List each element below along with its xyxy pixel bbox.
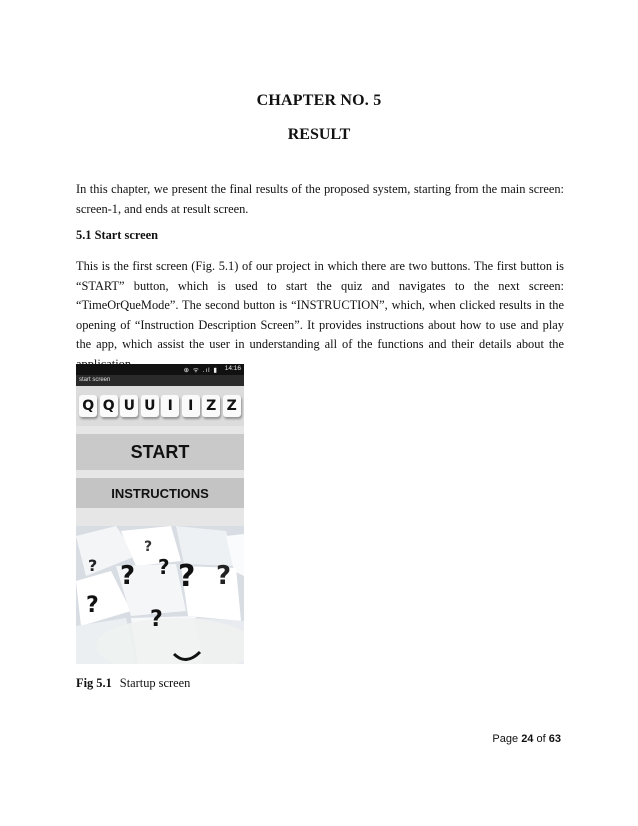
logo-tile: I bbox=[161, 395, 179, 417]
logo-tile: Q bbox=[79, 395, 97, 417]
section-paragraph: This is the first screen (Fig. 5.1) of our project in which there are two buttons. The first button is “START” button, which is used to start the quiz and navigates to the next screen: “TimeOrQueMode”. The second button is “INSTRUCTION”, which, when clicked results in the opening of “Instruction Description Screen”. It provides instructions about how to use and play the app, which assist the user in understanding all of the functions and their details about the bbox=[76, 259, 564, 351]
svg-text:?: ? bbox=[150, 607, 163, 632]
page-number bbox=[492, 733, 561, 745]
svg-text:?: ? bbox=[216, 561, 232, 591]
svg-text:?: ? bbox=[178, 559, 196, 594]
action-bar bbox=[76, 375, 244, 386]
status-bar bbox=[76, 364, 244, 375]
intro-paragraph: In this chapter, we present the final results of the proposed system, starting from the main screen: screen-1, and ends at result screen. bbox=[76, 182, 564, 216]
start-button[interactable]: START bbox=[76, 434, 244, 470]
chapter-subtitle: RESULT bbox=[287, 126, 351, 143]
svg-text:?: ? bbox=[158, 555, 170, 579]
logo-tile: Z bbox=[202, 395, 220, 417]
section-heading: 5.1 Start screen bbox=[76, 228, 159, 242]
instructions-button[interactable]: INSTRUCTIONS bbox=[76, 478, 244, 508]
page-total: 63 bbox=[548, 733, 561, 745]
svg-text:?: ? bbox=[86, 593, 99, 618]
page-current: 24 bbox=[521, 733, 534, 745]
app-screenshot bbox=[76, 364, 244, 664]
chapter-title: CHAPTER NO. 5 bbox=[256, 92, 382, 109]
figure-caption bbox=[76, 676, 190, 691]
logo-tile: U bbox=[141, 395, 159, 417]
svg-text:?: ? bbox=[88, 556, 98, 575]
logo-tile: Z bbox=[223, 395, 241, 417]
logo-tile: Q bbox=[100, 395, 118, 417]
figure-caption-text: Startup screen bbox=[119, 676, 191, 690]
logo-tile: I bbox=[182, 395, 200, 417]
question-marks-image bbox=[76, 526, 244, 664]
status-time: 14:16 bbox=[224, 365, 241, 372]
action-bar-title: start screen bbox=[79, 377, 111, 383]
logo-tile: U bbox=[120, 395, 138, 417]
status-icons: ⊕ ᯤ .ıl ▮ bbox=[183, 367, 218, 374]
page-prefix: Page bbox=[492, 733, 519, 745]
quiz-logo bbox=[76, 386, 244, 426]
page-of: of bbox=[536, 733, 546, 745]
figure-number: Fig 5.1 bbox=[76, 676, 112, 690]
svg-text:?: ? bbox=[144, 539, 153, 555]
svg-text:?: ? bbox=[120, 561, 136, 591]
